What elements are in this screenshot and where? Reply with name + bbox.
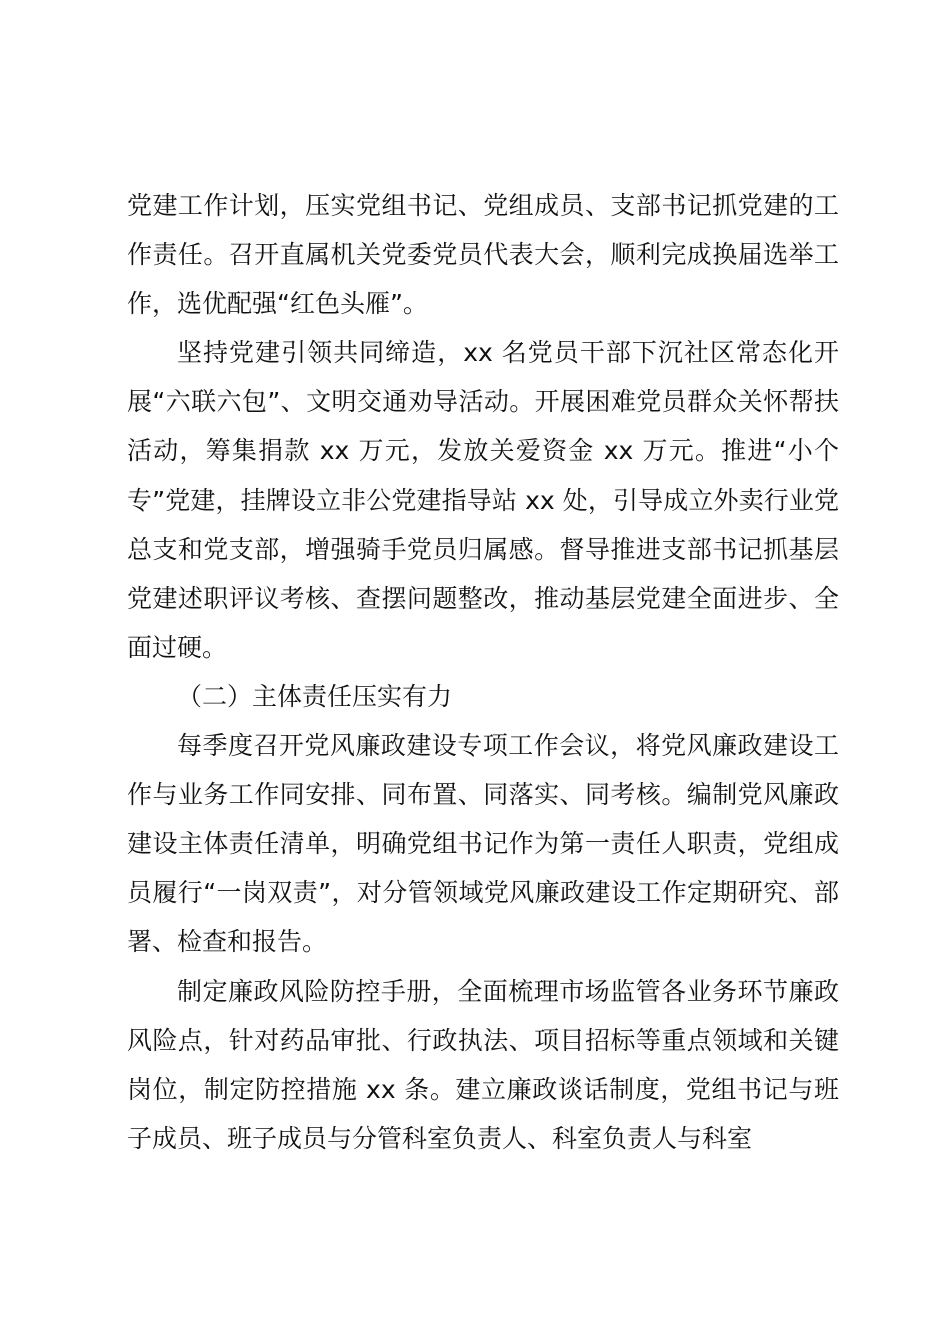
document-body — [127, 181, 839, 1163]
section-heading: （二）主体责任压实有力 — [177, 681, 453, 711]
paragraph-continuation: 党建工作计划，压实党组书记、党组成员、支部书记抓党建的工作责任。召开直属机关党委党员代表大会，顺利完成换届选举工作，选优配强“红色头雁”。 — [127, 191, 839, 319]
paragraph-responsibility: 每季度召开党风廉政建设专项工作会议，将党风廉政建设工作与业务工作同安排、同布置、同落实、同考核。编制党风廉政建设主体责任清单，明确党组书记作为第一责任人职责，党组成员履行“一岗双责”，对分管领域党风廉政建设工作定期研究、部署、检查和报告。 — [127, 731, 839, 957]
paragraph-risk-control: 制定廉政风险防控手册，全面梳理市场监管各业务环节廉政风险点，针对药品审批、行政执法、项目招标等重点领域和关键岗位，制定防控措施 xx 条。建立廉政谈话制度，党组书记与班子成员、班子成员与分管科室负责人、科室负责人与科室 — [127, 976, 839, 1153]
paragraph-party-building: 坚持党建引领共同缔造，xx 名党员干部下沉社区常态化开展“六联六包”、文明交通劝导活动。开展困难党员群众关怀帮扶活动，筹集捐款 xx 万元，发放关爱资金 xx 万元。推进“小个专”党建，挂牌设立非公党建指导站 xx 处，引导成立外卖行业党总支和党支部，增强骑手党员归属感。督导推进支部书记抓基层党建述职评议考核、查摆问题整改，推动基层党建全面进步、全面过硬。 — [127, 338, 839, 662]
